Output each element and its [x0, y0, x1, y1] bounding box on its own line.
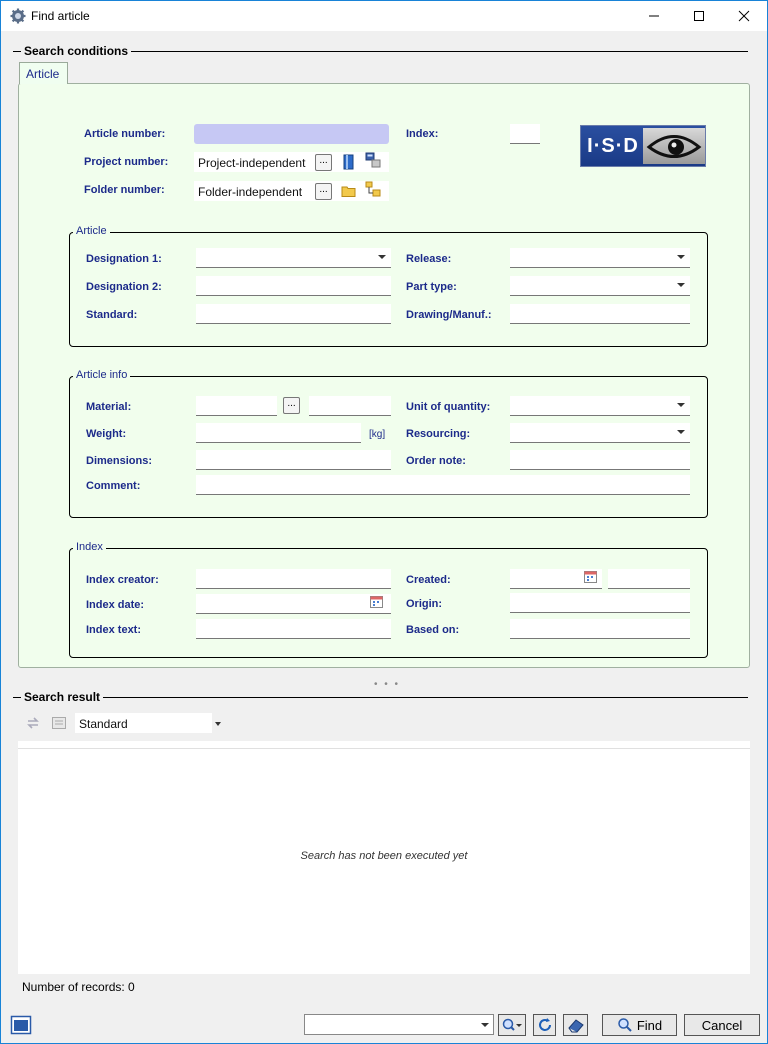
origin-input[interactable] — [510, 593, 690, 613]
drawing-input[interactable] — [510, 304, 690, 324]
folder-icon[interactable] — [341, 183, 357, 199]
isd-logo — [580, 125, 706, 167]
project-number-label: Project number: — [84, 156, 169, 168]
chevron-down-icon — [677, 430, 685, 434]
weight-input[interactable] — [196, 423, 361, 443]
created-label: Created: — [406, 574, 451, 586]
maximize-icon — [693, 10, 705, 22]
search-result-divider — [13, 697, 748, 698]
list-settings-icon[interactable] — [51, 715, 67, 731]
calendar-icon[interactable] — [370, 595, 383, 608]
drawing-label: Drawing/Manuf.: — [406, 309, 492, 321]
order-note-input[interactable] — [510, 450, 690, 470]
index-label: Index: — [406, 128, 439, 140]
chevron-down-icon[interactable] — [215, 722, 221, 726]
search-result-grid[interactable] — [18, 741, 750, 974]
order-note-label: Order note: — [406, 455, 466, 467]
part-type-select[interactable] — [510, 276, 690, 296]
window-title: Find article — [31, 9, 90, 23]
view-select[interactable]: Standard — [75, 713, 212, 733]
folder-tree-icon[interactable] — [365, 181, 381, 197]
chevron-down-icon — [677, 283, 685, 287]
cancel-button-label: Cancel — [701, 1017, 743, 1033]
material-name-input[interactable] — [309, 396, 391, 416]
refresh-button[interactable] — [533, 1014, 556, 1036]
index-date-label: Index date: — [86, 599, 145, 611]
minimize-icon — [648, 10, 660, 22]
project-browse-button[interactable]: ... — [315, 154, 332, 171]
search-conditions-panel — [18, 83, 750, 668]
material-label: Material: — [86, 401, 132, 413]
isd-logo-text: I·S·D — [587, 134, 639, 157]
article-number-input[interactable] — [194, 124, 389, 144]
dimensions-label: Dimensions: — [86, 455, 153, 467]
weight-unit: [kg] — [369, 429, 386, 440]
dimensions-input[interactable] — [196, 450, 391, 470]
designation1-label: Designation 1: — [86, 253, 162, 265]
designation2-label: Designation 2: — [86, 281, 162, 293]
chevron-down-icon — [677, 255, 685, 259]
standard-input[interactable] — [196, 304, 391, 324]
weight-label: Weight: — [86, 428, 127, 440]
release-select[interactable] — [510, 248, 690, 268]
part-type-label: Part type: — [406, 281, 457, 293]
cancel-button[interactable] — [684, 1014, 760, 1036]
no-search-message: Search has not been executed yet — [300, 850, 468, 862]
saved-search-select[interactable] — [304, 1014, 494, 1035]
find-button[interactable] — [602, 1014, 677, 1036]
material-browse-button[interactable]: ... — [283, 397, 300, 414]
unit-select[interactable] — [510, 396, 690, 416]
project-tree-icon[interactable] — [365, 152, 381, 168]
comment-input[interactable] — [196, 475, 690, 495]
comment-label: Comment: — [86, 480, 141, 492]
unit-label: Unit of quantity: — [406, 401, 491, 413]
folder-browse-button[interactable]: ... — [315, 183, 332, 200]
tab-article[interactable]: Article — [19, 62, 68, 84]
search-dropdown-icon — [501, 1017, 523, 1033]
folder-number-label: Folder number: — [84, 184, 165, 196]
designation2-input[interactable] — [196, 276, 391, 296]
splitter-handle[interactable]: • • • — [374, 679, 401, 690]
index-creator-input[interactable] — [196, 569, 391, 589]
search-result-legend: Search result — [21, 690, 103, 704]
calendar-icon[interactable] — [584, 570, 597, 583]
minimize-button[interactable] — [631, 1, 677, 31]
index-legend: Index — [73, 541, 106, 553]
article-legend: Article — [73, 225, 110, 237]
article-info-legend: Article info — [73, 369, 130, 381]
close-icon — [738, 10, 750, 22]
gear-icon — [10, 8, 26, 24]
folder-number-field[interactable]: Folder-independent — [194, 181, 389, 201]
material-input[interactable] — [196, 396, 277, 416]
grid-header — [18, 741, 750, 749]
eraser-icon — [567, 1017, 585, 1033]
index-creator-label: Index creator: — [86, 574, 159, 586]
chevron-down-icon — [677, 403, 685, 407]
record-count: Number of records: 0 — [22, 980, 135, 994]
refresh-icon — [537, 1017, 553, 1033]
origin-label: Origin: — [406, 598, 443, 610]
swap-arrows-icon[interactable] — [25, 715, 41, 731]
search-conditions-legend: Search conditions — [21, 44, 131, 58]
resourcing-select[interactable] — [510, 423, 690, 443]
eye-icon — [643, 128, 705, 164]
search-options-button[interactable] — [498, 1014, 526, 1036]
book-icon[interactable] — [341, 154, 357, 170]
created-from-input[interactable] — [510, 569, 602, 589]
index-input[interactable] — [510, 124, 540, 144]
find-button-label: Find — [636, 1017, 663, 1033]
index-date-input[interactable] — [196, 594, 391, 614]
window-mode-icon[interactable] — [10, 1015, 32, 1035]
designation1-select[interactable] — [196, 248, 391, 268]
maximize-button[interactable] — [676, 1, 722, 31]
index-text-label: Index text: — [86, 624, 142, 636]
resourcing-label: Resourcing: — [406, 428, 471, 440]
created-to-input[interactable] — [608, 569, 690, 589]
release-label: Release: — [406, 253, 452, 265]
title-bar — [1, 1, 767, 31]
project-number-field[interactable]: Project-independent — [194, 152, 389, 172]
based-on-label: Based on: — [406, 624, 460, 636]
based-on-input[interactable] — [510, 619, 690, 639]
article-number-label: Article number: — [84, 128, 166, 140]
standard-label: Standard: — [86, 309, 138, 321]
search-icon — [617, 1017, 633, 1033]
index-text-input[interactable] — [196, 619, 391, 639]
close-button[interactable] — [721, 1, 767, 31]
chevron-down-icon — [481, 1023, 489, 1027]
chevron-down-icon — [378, 255, 386, 259]
clear-button[interactable] — [563, 1014, 588, 1036]
